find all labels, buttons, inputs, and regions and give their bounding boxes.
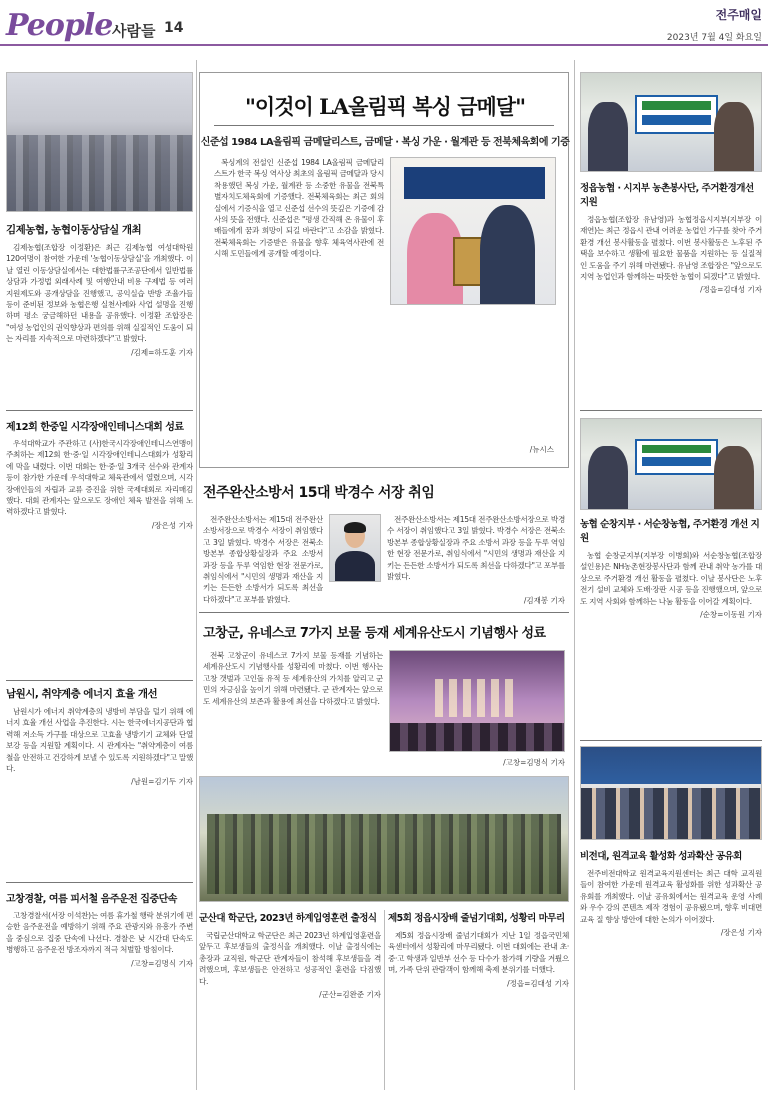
photo-farmers-class bbox=[6, 72, 193, 212]
divider bbox=[580, 410, 762, 411]
article-body: 김제농협(조합장 이정환)은 최근 김제농협 여성대학원 120여명이 참여한 가운데 '농협이동상담실'을 개최했다. 이날 열린 이동상담실에서는 대한법률구조공단에서 일반법률 상담과 가정법 외래사례 및 여행안내 비용 구제법 등 여러 지원제도와 공개상담을 진행했고, 공익실습 반방 조율가들 등이 준비된 정보와 농협은행 실천사례와 사업 설명을 진행하며 평소 궁금해하던 내용을 공유했다. 이정환 조합장은 "여성 농업인의 권익향상과 편의를 위해 실질적인 도움이 되는 자리를 지속적으로 마련하겠다"고 밝혔다. bbox=[6, 243, 193, 344]
article-body: 남원시가 에너지 취약계층의 냉방비 부담을 덜기 위해 에너지 효율 개선 사업을 추진한다. 시는 한국에너지공단과 협력해 저소득 가구를 대상으로 고효율 냉방기기 교체와 단열 보강 등을 지원할 계획이다. 시 관계자는 "취약계층이 여름철을 안전하고 건강하게 보낼 수 있도록 지원하겠다"고 말했다. bbox=[6, 707, 193, 774]
page-header bbox=[0, 0, 768, 46]
article-gochang-unesco bbox=[199, 618, 569, 770]
article-vision-univ bbox=[580, 848, 762, 1090]
feature-body: 복싱계의 전설인 신준섭 1984 LA올림픽 금메달리스트가 한국 복싱 역사상 최초의 올림픽 금메달과 당시 착용했던 복싱 가운, 월계관 등 소중한 유물을 전북특별자치도체육회에 기증했다. 전북체육회는 최근 회의실에서 기증식을 열고 신준섭 선수의 뜻깊은 기증에 감사의 뜻을 전했다. 신준섭은 "평생 간직해 온 유물이 후배들에게 꿈과 희망이 되길 바란다"고 소감을 밝혔다. 전북체육회는 기증받은 유물을 향후 체육역사관에 전시해 도민들에게 공개할 예정이다. bbox=[214, 158, 384, 259]
article-byline: /남원=김기두 기자 bbox=[131, 777, 193, 787]
article-title: 김제농협, 농협이동상담실 개최 bbox=[6, 224, 142, 236]
article-body: 우석대학교가 주관하고 (사)한국시각장애인테니스연맹이 주최하는 제12회 한·중·일 시각장애인테니스대회가 성황리에 막을 내렸다. 이번 대회는 한·중·일 3개국 선수와 관계자 등이 참가한 가운데 우석대학교 체육관에서 열렸으며, 시각장애인들의 자립과 교류 증진을 위한 국제대회로 자리매김했다. 대회 관계자는 앞으로도 장애인 체육 발전을 위해 노력하겠다고 밝혔다. bbox=[6, 439, 193, 517]
photo-jeongeup-nh bbox=[580, 72, 762, 172]
section-name: 사람들 bbox=[112, 22, 156, 40]
article-title: 정읍농협 · 시지부 농촌봉사단, 주거환경개선 지원 bbox=[580, 183, 754, 208]
article-title: 전주완산소방서 15대 박경수 서장 취임 bbox=[203, 485, 435, 501]
column-rule bbox=[384, 910, 385, 1090]
section-brand: People bbox=[6, 8, 113, 43]
person-shape bbox=[714, 446, 754, 509]
banner-shape bbox=[404, 167, 545, 199]
article-byline: /장은성 기자 bbox=[151, 520, 193, 530]
page-number: 14 bbox=[164, 20, 184, 36]
photo-rotc-ceremony bbox=[199, 776, 569, 902]
article-title: 군산대 학군단, 2023년 하계입영훈련 출정식 bbox=[199, 913, 377, 924]
article-body: 국립군산대학교 학군단은 최근 2023년 하계입영훈련을 앞두고 후보생들의 출정식을 개최했다. 이날 출정식에는 총장과 교직원, 학군단 관계자들이 참석해 후보생들을 격려했으며, 후보생들은 안전하고 성공적인 훈련을 다짐했다. bbox=[199, 931, 381, 986]
photo-medal-donation bbox=[390, 157, 556, 305]
feature-article-box bbox=[199, 72, 569, 468]
person-shape bbox=[588, 102, 628, 171]
article-body: 정읍농협(조합장 유남영)과 농협정읍시지부(지부장 이재연)는 최근 정읍시 관내 어려운 농업인 가구를 찾아 주거환경 개선 봉사활동을 펼쳤다. 이번 봉사활동은 노후된 주택을 보수하고 생활에 필요한 물품을 지원하는 등 실질적인 도움을 주기 위해 마련됐다. 유남영 조합장은 "앞으로도 지역 농업인과 함께하는 따뜻한 농협이 되겠다"고 밝혔다. bbox=[580, 215, 762, 282]
formation-shape bbox=[207, 814, 560, 893]
article-title: 고창경찰, 여름 피서철 음주운전 집중단속 bbox=[6, 894, 177, 905]
feature-title: "이것이 LA올림픽 복싱 금메달" bbox=[244, 94, 526, 119]
banner-shape bbox=[635, 439, 718, 475]
divider bbox=[580, 740, 762, 741]
article-byline: /순창=이동원 기자 bbox=[700, 610, 762, 620]
crowd-shape bbox=[390, 723, 564, 751]
article-body: 제5회 정읍시장배 줄넘기대회가 지난 1일 정읍국민체육센터에서 성황리에 마무리됐다. 이번 대회에는 관내 초·중·고 학생과 일반부 선수 등 다수가 참가해 기량을 겨뤘으며, 가족 단위 관람객이 함께해 축제 분위기를 더했다. bbox=[388, 931, 569, 975]
divider bbox=[214, 125, 554, 126]
article-title: 비전대, 원격교육 활성화 성과확산 공유회 bbox=[580, 851, 742, 862]
people-shape bbox=[581, 788, 761, 839]
stage-text-shape bbox=[435, 679, 519, 717]
article-byline: /김재봉 기자 bbox=[523, 596, 565, 605]
article-byline: /고창=김명식 기자 bbox=[131, 958, 193, 968]
feature-byline: /뉴시스 bbox=[529, 445, 554, 454]
article-byline: /고창=김명식 기자 bbox=[503, 758, 565, 767]
article-byline: /정읍=김대성 기자 bbox=[507, 978, 569, 988]
article-body: 농협 순창군지부(지부장 이병회)와 서순창농협(조합장 설인용)은 NH농촌현장봉사단과 함께 관내 취약 농가를 대상으로 주거환경 개선 활동을 펼쳤다. 이날 봉사단은 노후 전기 설비 교체와 도배·장판 시공 등을 진행했으며, 앞으로도 지역 사회와 함께하는 나눔 활동을 이어갈 계획이다. bbox=[580, 551, 762, 606]
newspaper-name: 전주매일 bbox=[715, 8, 762, 22]
article-title: 남원시, 취약계층 에너지 효율 개선 bbox=[6, 688, 158, 700]
person-shape bbox=[480, 205, 536, 304]
photo-unesco-stage bbox=[389, 650, 565, 752]
article-kunsan-rotc bbox=[199, 910, 381, 1090]
article-fire-station bbox=[199, 478, 569, 608]
article-title: 제12회 한중일 시각장애인테니스대회 성료 bbox=[6, 422, 184, 433]
article-body: 전주비전대학교 원격교육지원센터는 최근 대학 교직원들이 참여한 가운데 원격교육 활성화를 위한 성과확산 공유회를 개최했다. 이날 공유회에서는 원격교육 운영 사례와 우수 강의 콘텐츠 제작 경험이 공유됐으며, 향후 비대면 교육 질 향상 방안에 대한 논의가 이어졌다. bbox=[580, 869, 762, 924]
issue-date: 2023년 7월 4일 화요일 bbox=[666, 33, 762, 43]
photo-vision-univ bbox=[580, 746, 762, 840]
person-shape bbox=[714, 102, 754, 171]
banner-shape bbox=[635, 95, 718, 134]
person-shape bbox=[588, 446, 628, 509]
article-title: 제5회 정읍시장배 줄넘기대회, 성황리 마무리 bbox=[388, 913, 565, 924]
article-body: 전북 고창군이 유네스코 7가지 보물 등재를 기념하는 세계유산도시 기념행사를 성황리에 마쳤다. 이번 행사는 고창 갯벌과 고인돌 유적 등 세계유산의 가치를 알리고 군민의 자긍심을 높이기 위해 마련됐다. 군 관계자는 앞으로도 세계유산의 보존과 활용에 최선을 다하겠다고 밝혔다. bbox=[203, 651, 383, 706]
column-rule bbox=[196, 60, 197, 1090]
article-namwon bbox=[6, 686, 193, 878]
article-body-cont: 전주완산소방서는 제15대 전주완산소방서장으로 박경수 서장이 취임했다고 3일 밝혔다. 박경수 서장은 전북소방본부 종합상황실장과 주요 소방서 과장 등을 두루 역임한 현장 전문가로, 취임식에서 "시민의 생명과 재산을 지키는 든든한 소방서가 되도록 최선을 다하겠다"고 포부를 밝혔다. bbox=[387, 515, 565, 582]
feature-subtitle: 신준섭 1984 LA올림픽 금메달리스트, 금메달 · 복싱 가운 · 월계관 등 전북체육회에 기증 bbox=[200, 137, 570, 148]
article-byline: /정읍=김대성 기자 bbox=[700, 285, 762, 295]
photo-sunchang-nh bbox=[580, 418, 762, 510]
hair-shape bbox=[344, 522, 366, 534]
article-sunchang-nh bbox=[580, 516, 762, 736]
article-gochang-police bbox=[6, 890, 193, 1090]
divider bbox=[6, 680, 193, 681]
article-body: 고창경찰서(서장 이석찬)는 여름 휴가철 행락 분위기에 편승한 음주운전을 예방하기 위해 주요 관광지와 유흥가 주변을 중심으로 집중 단속에 나선다. 경찰은 낮 시간대 단속도 병행하고 음주운전 방조자까지 적극 처벌할 방침이다. bbox=[6, 911, 193, 955]
article-jump-rope bbox=[388, 910, 569, 1090]
article-gimje bbox=[6, 222, 193, 402]
article-title: 농협 순창지부 · 서순창농협, 주거환경 개선 지원 bbox=[580, 519, 760, 544]
photo-chief-portrait bbox=[329, 514, 381, 582]
article-title: 고창군, 유네스코 7가지 보물 등재 세계유산도시 기념행사 성료 bbox=[203, 626, 546, 641]
article-jeongeup-nh bbox=[580, 180, 762, 406]
article-body: 전주완산소방서는 제15대 전주완산소방서장으로 박경수 서장이 취임했다고 3일 밝혔다. 박경수 서장은 전북소방본부 종합상황실장과 주요 소방서 과장 등을 두루 역임한 현장 전문가로, 취임식에서 "시민의 생명과 재산을 지키는 든든한 소방서가 되도록 최선을 다하겠다"고 포부를 밝혔다. bbox=[203, 515, 323, 604]
column-rule bbox=[574, 60, 575, 1090]
article-byline: /군산=김완준 기자 bbox=[319, 990, 381, 1000]
divider bbox=[6, 410, 193, 411]
article-byline: /김제=하도훈 기자 bbox=[131, 347, 193, 357]
body-shape bbox=[335, 551, 375, 581]
article-tennis bbox=[6, 418, 193, 644]
article-byline: /장은성 기자 bbox=[720, 928, 762, 938]
divider bbox=[199, 612, 569, 613]
divider bbox=[6, 882, 193, 883]
